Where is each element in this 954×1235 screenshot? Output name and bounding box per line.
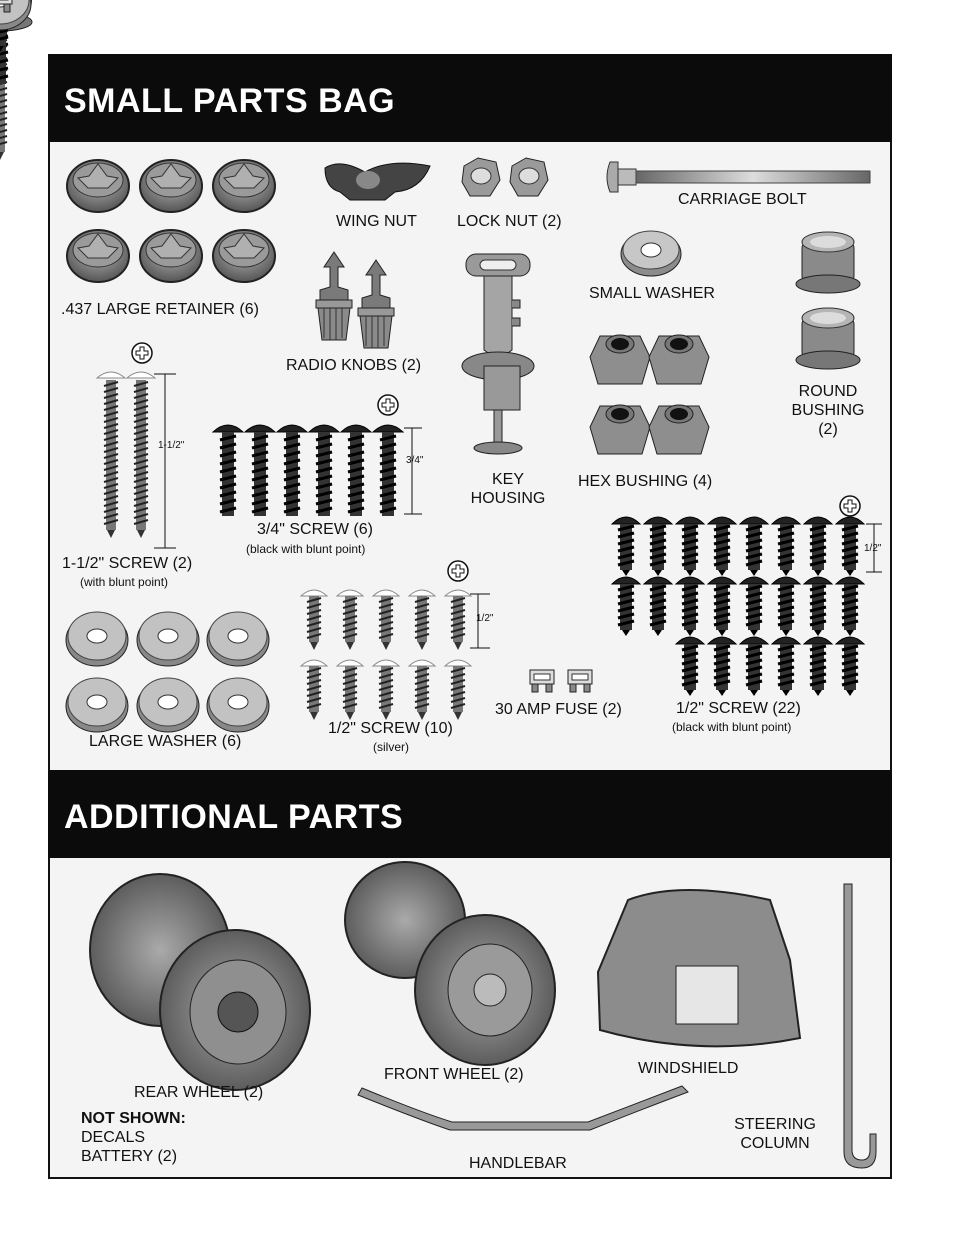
part-note-screw-12-silver: (silver) — [373, 740, 409, 754]
part-label-radio-knobs: RADIO KNOBS (2) — [286, 357, 422, 374]
section-title: ADDITIONAL PARTS — [64, 798, 404, 836]
label-line: BUSHING — [791, 402, 865, 419]
label-line: ROUND — [798, 383, 858, 400]
label-line: STEERING — [734, 1116, 816, 1133]
screw-icon — [0, 0, 422, 516]
section-title: SMALL PARTS BAG — [64, 82, 396, 120]
part-label-screw-34: 3/4" SCREW (6) — [257, 521, 373, 538]
phillips-head-icon — [0, 0, 860, 581]
wing-nut-icon — [325, 163, 430, 200]
part-label-screw-112: 1-1/2" SCREW (2) — [62, 555, 193, 572]
part-label-front-wheel: FRONT WHEEL (2) — [384, 1066, 524, 1083]
carriage-bolt-icon — [607, 162, 870, 192]
part-label-lock-nut: LOCK NUT (2) — [457, 213, 562, 230]
not-shown-title: NOT SHOWN: — [81, 1110, 186, 1127]
part-label-large-washer: LARGE WASHER (6) — [89, 733, 242, 750]
not-shown-item: BATTERY (2) — [81, 1148, 178, 1165]
part-label-retainer: .437 LARGE RETAINER (6) — [61, 301, 259, 318]
part-note-screw-34: (black with blunt point) — [246, 542, 366, 556]
not-shown-item: DECALS — [81, 1129, 146, 1146]
part-label-round-bushing — [778, 382, 878, 439]
windshield-icon — [598, 890, 800, 1046]
part-label-carriage-bolt: CARRIAGE BOLT — [678, 191, 807, 208]
part-label-screw-12-black: 1/2" SCREW (22) — [676, 700, 801, 717]
part-label-screw-12-silver: 1/2" SCREW (10) — [328, 720, 453, 737]
large-washer-icon — [0, 0, 269, 732]
not-shown-list — [81, 1109, 186, 1166]
dimension-label: 1/2" — [476, 613, 494, 624]
label-line: KEY — [491, 471, 524, 488]
part-label-wing-nut: WING NUT — [336, 213, 417, 230]
dimension-label: 3/4" — [406, 455, 424, 466]
retainer-icon — [0, 0, 275, 282]
part-label-rear-wheel: REAR WHEEL (2) — [134, 1084, 264, 1101]
handlebar-icon — [358, 1086, 688, 1130]
label-line: (2) — [818, 421, 838, 438]
label-line: COLUMN — [740, 1135, 810, 1152]
dimension-label: 1-1/2" — [158, 440, 185, 451]
key-housing-icon — [462, 254, 534, 454]
lock-nut-icon — [462, 158, 548, 196]
small-washer-icon — [621, 231, 681, 276]
label-line: HOUSING — [470, 490, 546, 507]
steering-column-icon — [844, 884, 876, 1168]
part-note-screw-112: (with blunt point) — [80, 575, 169, 589]
part-label-fuse: 30 AMP FUSE (2) — [495, 701, 622, 718]
wheel-icon — [90, 862, 555, 1090]
part-label-windshield: WINDSHIELD — [638, 1060, 739, 1077]
part-label-handlebar: HANDLEBAR — [469, 1155, 567, 1172]
part-label-hex-bushing: HEX BUSHING (4) — [578, 473, 713, 490]
part-label-key-housing — [458, 470, 558, 508]
dimension-label: 1/2" — [864, 543, 882, 554]
part-label-steering-column — [720, 1115, 830, 1153]
part-note-screw-12-black: (black with blunt point) — [672, 720, 792, 734]
part-label-small-washer: SMALL WASHER — [589, 285, 715, 302]
